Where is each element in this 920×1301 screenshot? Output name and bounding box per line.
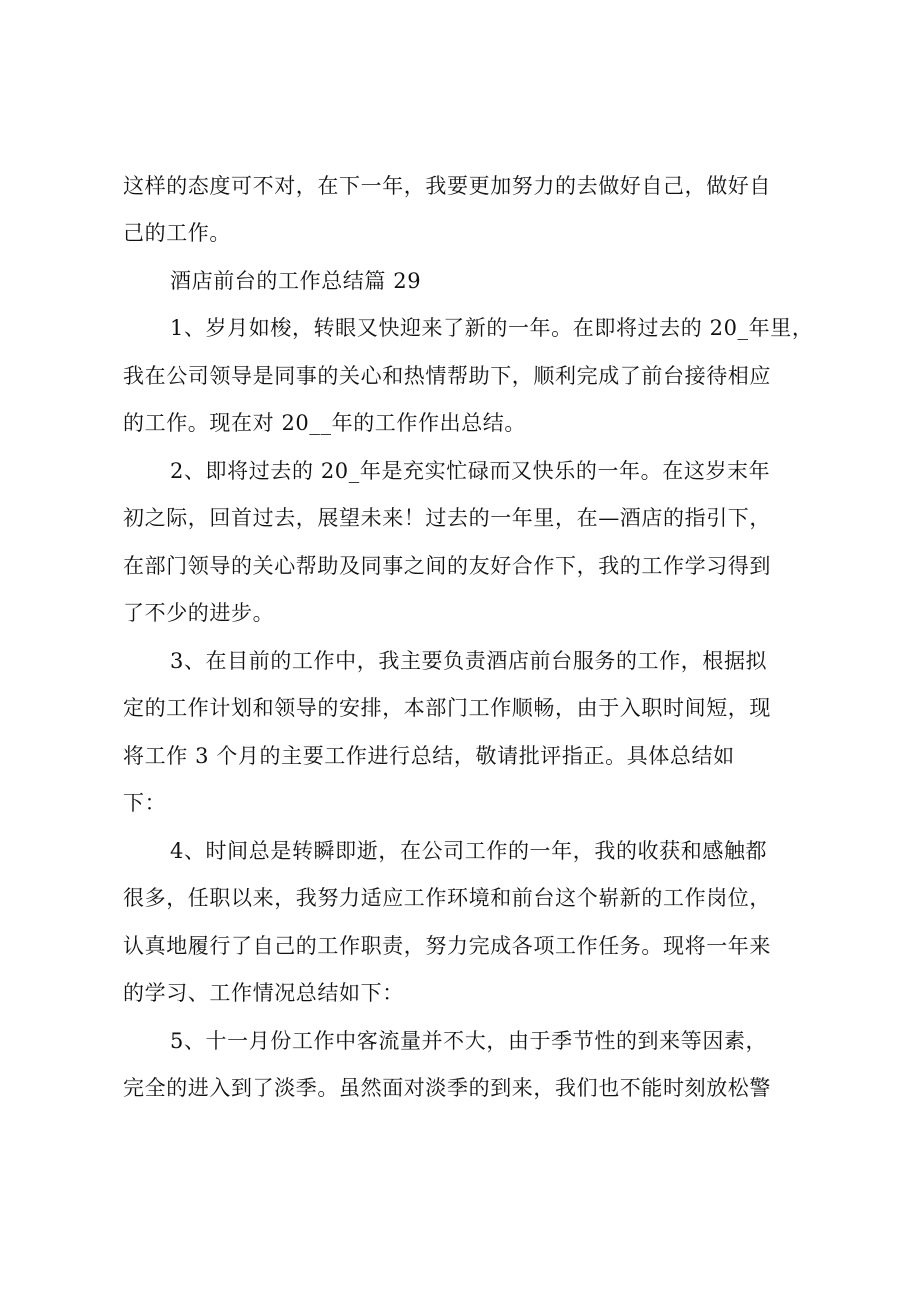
paragraph-1-line: 我在公司领导是同事的关心和热情帮助下，顺利完成了前台接待相应 bbox=[123, 364, 771, 388]
paragraph-2-line: 2、即将过去的 20_年是充实忙碌而又快乐的一年。在这岁末年 bbox=[170, 459, 771, 483]
paragraph-4-line: 4、时间总是转瞬即逝，在公司工作的一年，我的收获和感触都 bbox=[170, 839, 768, 863]
section-title: 酒店前台的工作总结篇 29 bbox=[170, 269, 422, 293]
paragraph-3-line: 定的工作计划和领导的安排，本部门工作顺畅，由于入职时间短，现 bbox=[123, 696, 771, 720]
paragraph-3-line: 下： bbox=[123, 791, 167, 815]
paragraph-3-line: 将工作 3 个月的主要工作进行总结，敬请批评指正。具体总结如 bbox=[123, 744, 735, 768]
paragraph-4-line: 的学习、工作情况总结如下： bbox=[123, 981, 404, 1005]
paragraph-1-line: 的工作。现在对 20__年的工作作出总结。 bbox=[123, 411, 526, 435]
body-text-line: 己的工作。 bbox=[123, 221, 231, 245]
paragraph-5-line: 完全的进入到了淡季。虽然面对淡季的到来，我们也不能时刻放松警 bbox=[123, 1076, 771, 1100]
paragraph-4-line: 认真地履行了自己的工作职责，努力完成各项工作任务。现将一年来 bbox=[123, 934, 771, 958]
paragraph-4-line: 很多，任职以来，我努力适应工作环境和前台这个崭新的工作岗位， bbox=[123, 886, 771, 910]
paragraph-2-line: 在部门领导的关心帮助及同事之间的友好合作下，我的工作学习得到 bbox=[123, 554, 771, 578]
paragraph-1-line: 1、岁月如梭，转眼又快迎来了新的一年。在即将过去的 20_年里， bbox=[170, 316, 814, 340]
paragraph-3-line: 3、在目前的工作中，我主要负责酒店前台服务的工作，根据拟 bbox=[170, 649, 768, 673]
paragraph-2-line: 了不少的进步。 bbox=[123, 601, 275, 625]
body-text-line: 这样的态度可不对，在下一年，我要更加努力的去做好自己，做好自 bbox=[123, 174, 771, 198]
paragraph-5-line: 5、十一月份工作中客流量并不大，由于季节性的到来等因素， bbox=[170, 1029, 768, 1053]
paragraph-2-line: 初之际，回首过去，展望未来！过去的一年里，在—酒店的指引下， bbox=[123, 506, 771, 530]
